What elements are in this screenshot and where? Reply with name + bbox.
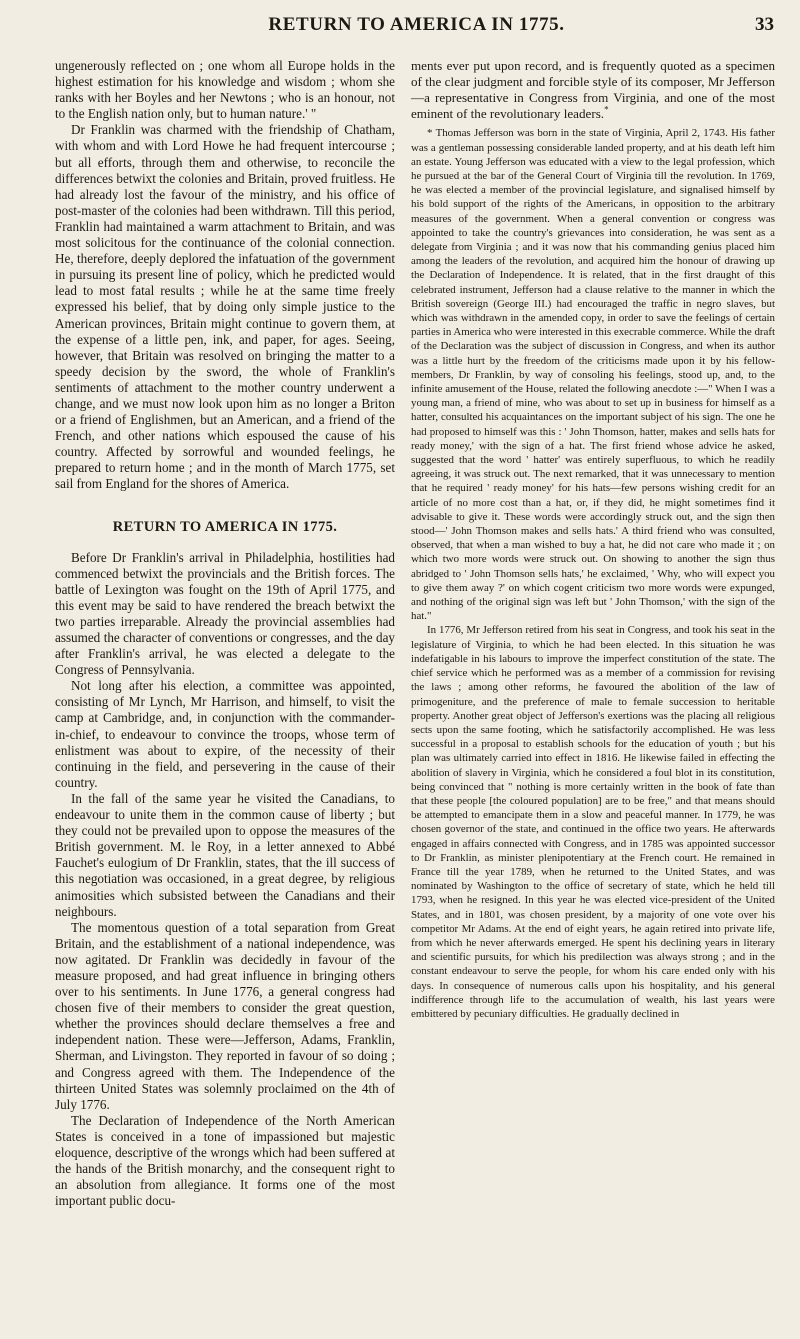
running-head [55,14,778,40]
body-paragraph: The momentous question of a total separation from Great Britain, and the establishment of a national independence, was now agitated. Dr Franklin was decidedly in favour of the measure proposed, and had great influence in bringing others over to his sentiments. In June 1776, a general congress had chosen five of their members to consider the great question, whether the provinces should declare themselves a free and independent nation. These were—Jefferson, Adams, Franklin, Sherman, and Livingston. They reported in favour of so doing ; and Congress agreed with them. The Independence of the thirteen United States was solemnly proclaimed on the 4th of July 1776. [55,919,395,1112]
body-paragraph: Not long after his election, a committee was appointed, consisting of Mr Lynch, Mr Harrison, and himself, to visit the camp at Cambridge, and, in conjunction with the commander-in-chief, to endeavour to convince the troops, whose term of enlistment was about to expire, of the necessity of their continuing in the field, and persevering in the cause of their country. [55,678,395,790]
page-number: 33 [755,14,774,35]
body-paragraph: Dr Franklin was charmed with the friendship of Chatham, with whom and with Lord Howe he had frequent intercourse ; but all efforts, through them and otherwise, to reconcile the differences betwixt the colonies and Britain, proved fruitless. He had already lost the favour of the ministry, and his office of post-master of the colonies had been withdrawn. Till this period, Franklin had maintained a warm attachment to Britain, and was most solicitous for the continuance of the colonial connection. He, therefore, deeply deplored the infatuation of the government in pursuing its present line of policy, which he predicted would lead to most fatal results ; while he at the same time freely expressed his belief, that by doing only simple justice to the American provinces, Britain might continue to govern them, at the expense of a little pen, ink, and paper, for ages. Seeing, however, that Britain was resolved on bringing the matter to a speedy decision by the sword, the whole of Franklin's sentiments of attachment to the mother country underwent a change, and we must now look upon him as no longer a Briton or a friend of Englishmen, but an American, and a friend of the French, and other nations which espoused the cause of his country. Affected by sorrowful and wounded feelings, he prepared to return home ; and in the month of March 1775, set sail from England for the shores of America. [55,122,395,492]
continuation-paragraph [411,58,775,122]
left-column [55,58,395,1209]
body-paragraph: Before Dr Franklin's arrival in Philadelphia, hostilities had commenced betwixt the provincials and the British forces. The battle of Lexington was fought on the 19th of April 1775, and this event may be said to have rendered the breach betwixt the two parties irreparable. Already the provincial assemblies had assumed the character of conventions or congresses, and the day after Franklin's arrival, he was elected a delegate to the Congress of Pennsylvania. [55,549,395,678]
footnote-paragraph: * Thomas Jefferson was born in the state of Virginia, April 2, 1743. His father was a gentleman possessing considerable landed property, and at his death left him an estate. Young Jefferson was educated with a view to the legal profession, which he pursued at the bar of the General Court of Virginia till the revolution. In 1769, he was elected a member of the provincial legislature, and signalised himself by his bold support of the rights of the Americans, in opposition to the arbitrary measures of the government. When a general convention or congress was appointed to take the country's grievances into consideration, he was sent as a delegate from Virginia ; and it was now that his commanding genius placed him among the leaders of the revolution, and acquired him the honour of drawing up the Declaration of Independence. It is related, that in the first draught of this celebrated instrument, Jefferson had a clause relative to the manner in which the British sovereign (George III.) had encouraged the traffic in negro slaves, but which was withdrawn in the amended copy, in order to save the feelings of certain parties in America who were interested in this execrable commerce. While the draft of the Declaration was the subject of discussion in Congress, and when its author was a little hurt by the freedom of the criticisms made upon it by his fellow-members, Dr Franklin, by way of consoling his feelings, stood up, and, to the infinite amusement of the House, related the following anecdote :—" When I was a young man, a friend of mine, who was about to set up in business for himself as a hatter, consulted his acquaintances on the important subject of his sign. The one he had proposed to himself was this : ' John Thomson, hatter, makes and sells hats for ready money,' with the sign of a hat. The first friend whose advice he asked, suggested that the word ' hatter' was entirely superfluous, to which he readily agreeing, it was struck out. The next remarked, that it was unnecessary to mention that he required ' ready money' for his hats—few persons wishing credit for an article of no more cost than a hat, or, if they did, he might sometimes find it advisable to give it. These words were accordingly struck out, and the sign then stood—' John Thomson makes and sells hats.' A third friend who was consulted, observed, that when a man wished to buy a hat, he did not care who made it ; on which two more words were struck out. On showing to another the sign thus abridged to ' John Thomson sells hats,' he exclaimed, ' Why, who will expect you to give them away ?' on which cogent criticism two more words were expunged, and nothing of the original sign was left but ' John Thomson,' with the sign of the hat." [411,127,775,623]
footnote-reference: * [604,104,609,115]
body-paragraph: The Declaration of Independence of the North American States is conceived in a tone of impassioned but majestic eloquence, descriptive of the wrongs which had been suffered at the hands of the British monarchy, and the consequent right to an absolution from allegiance. It forms one of the most important public docu- [55,1112,395,1209]
footnote-paragraph: In 1776, Mr Jefferson retired from his seat in Congress, and took his seat in the legislature of Virginia, to which he had been elected. In this situation he was indefatigable in his labours to improve the imperfect constitution of the state. The chief service which he performed was as a member of a commission for revising the laws ; among other reforms, he favoured the abolition of the law of primogeniture, and the preference of male to female succession to heritable property. Another great object of Jefferson's exertions was the placing all religious sects upon the same footing, which he satisfactorily accomplished. He was less successful in a proposal to establish schools for the education of youth ; but his plan was ultimately carried into effect in 1816. He likewise failed in effecting the abolition of slavery in Virginia, which he considered a foul blot in its constitution, being convinced that " nothing is more certainly written in the book of fate than that these people [the coloured population] are to be free," and that means should be attempted to emancipate them in a slow and peaceful manner. In 1779, he was chosen governor of the state, and continued in the office two years. He afterwards engaged in affairs connected with Congress, and in 1785 was appointed successor to Dr Franklin, as minister plenipotentiary at the French court. He remained in France till the year 1789, when he returned to the United States, and was nominated by Washington to the office of secretary of state, which he held till 1793, when he resigned. In this year he was elected vice-president of the United States, and in 1801, was chosen president, by a majority of one vote over his competitor Mr Adams. At the end of eight years, he again retired into private life, from which he never afterwards emerged. He spent his declining years in literary and scientific pursuits, for which his predilection was always strong ; and in the constant endeavour to serve the people, for whom his care ended only with his days. In consequence of numerous calls upon his hospitality, and his general indifference through life to the accumulation of wealth, his last years were embittered by pecuniary difficulties. He gradually declined in [411,624,775,1020]
body-paragraph: In the fall of the same year he visited the Canadians, to endeavour to unite them in the common cause of liberty ; but they could not be prevailed upon to oppose the measures of the British government. M. le Roy, in a letter annexed to Abbé Fauchet's eulogium of Dr Franklin, states, that the ill success of this negotiation was occasioned, in a great degree, by religious animosities which subsisted between the Canadians and their neighbours. [55,790,395,919]
section-heading: RETURN TO AMERICA IN 1775. [112,518,338,535]
running-title: RETURN TO AMERICA IN 1775. [268,14,565,35]
right-column [411,58,775,1021]
continuation-text: ments ever put upon record, and is frequently quoted as a specimen of the clear judgment and forcible style of its composer, Mr Jefferson—a representative in Congress from Virginia, and one of the most eminent of the revolutionary leaders. [411,58,775,122]
body-paragraph: ungenerously reflected on ; one whom all Europe holds in the highest estimation for his knowledge and wisdom ; whom she ranks with her Boyles and her Newtons ; who is an honour, not to the English nation only, but to human nature.' " [55,58,395,122]
